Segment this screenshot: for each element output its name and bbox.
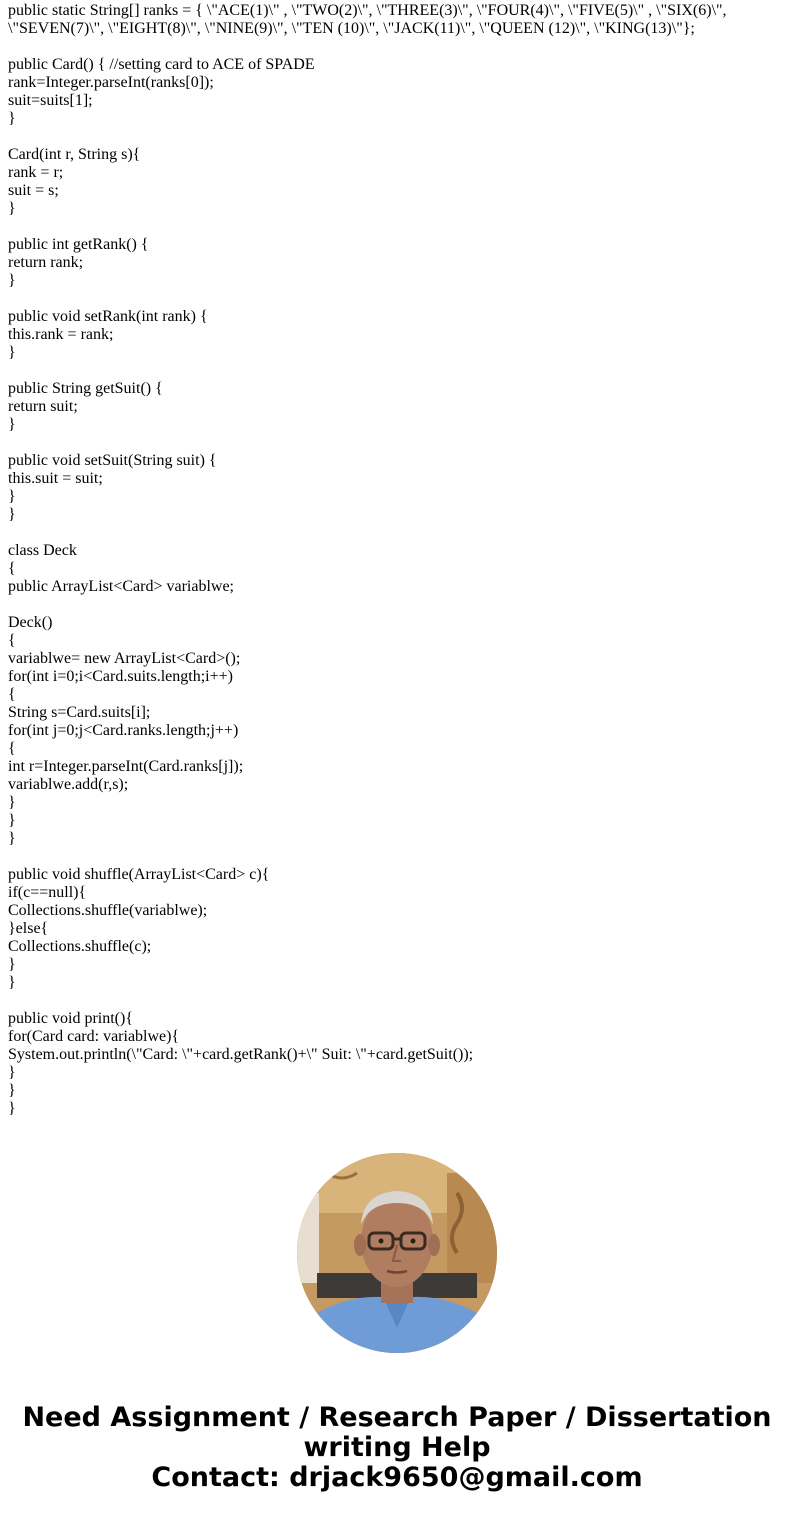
- code-line: }: [8, 272, 16, 289]
- code-line: }: [8, 1100, 16, 1117]
- code-line: String s=Card.suits[i];: [8, 704, 151, 721]
- code-line: suit=suits[1];: [8, 92, 93, 109]
- author-avatar: [297, 1153, 497, 1353]
- code-line: [8, 128, 788, 146]
- code-line: }: [8, 956, 16, 973]
- code-line: public static String[] ranks = { \"ACE(1)\" , \"TWO(2)\", \"THREE(3)\", \"FOUR(4)\", \"FIVE(5)\" , \"SIX(6)\",: [8, 2, 727, 19]
- banner-line-1: Need Assignment / Research Paper / Dissertation: [22, 1402, 772, 1433]
- code-line: System.out.println(\"Card: \"+card.getRank()+\" Suit: \"+card.getSuit());: [8, 1046, 474, 1063]
- code-line: this.rank = rank;: [8, 326, 114, 343]
- code-line: class Deck: [8, 542, 77, 559]
- code-line: [8, 434, 788, 452]
- code-line: }: [8, 110, 16, 127]
- code-line: public void shuffle(ArrayList<Card> c){: [8, 866, 270, 883]
- code-line: suit = s;: [8, 182, 59, 199]
- code-line: }: [8, 488, 16, 505]
- code-line: public Card() { //setting card to ACE of SPADE: [8, 56, 315, 73]
- code-line: this.suit = suit;: [8, 470, 103, 487]
- code-line: {: [8, 632, 16, 649]
- code-line: }: [8, 794, 16, 811]
- code-line: Collections.shuffle(variablwe);: [8, 902, 208, 919]
- code-line: [8, 596, 788, 614]
- code-line: variablwe.add(r,s);: [8, 776, 129, 793]
- code-line: {: [8, 686, 16, 703]
- code-line: }: [8, 812, 16, 829]
- contact-banner: [0, 1403, 794, 1493]
- code-line: rank = r;: [8, 164, 64, 181]
- code-line: rank=Integer.parseInt(ranks[0]);: [8, 74, 214, 91]
- code-line: }: [8, 506, 16, 523]
- code-line: [8, 218, 788, 236]
- code-line: }: [8, 830, 16, 847]
- code-line: \"SEVEN(7)\", \"EIGHT(8)\", \"NINE(9)\", \"TEN (10)\", \"JACK(11)\", \"QUEEN (12)\", \"KING(13)\"};: [8, 20, 695, 37]
- code-line: public ArrayList<Card> variablwe;: [8, 578, 234, 595]
- code-line: int r=Integer.parseInt(Card.ranks[j]);: [8, 758, 244, 775]
- code-line: }: [8, 974, 16, 991]
- code-line: Collections.shuffle(c);: [8, 938, 152, 955]
- code-line: [8, 38, 788, 56]
- code-line: for(Card card: variablwe){: [8, 1028, 180, 1045]
- code-line: public void setSuit(String suit) {: [8, 452, 217, 469]
- code-line: return suit;: [8, 398, 78, 415]
- code-line: public void setRank(int rank) {: [8, 308, 208, 325]
- code-line: }: [8, 1082, 16, 1099]
- code-line: public void print(){: [8, 1010, 133, 1027]
- code-line: }: [8, 344, 16, 361]
- code-listing: [8, 2, 788, 1118]
- code-line: return rank;: [8, 254, 84, 271]
- code-line: [8, 290, 788, 308]
- code-line: for(int i=0;i<Card.suits.length;i++): [8, 668, 233, 685]
- banner-contact-email: Contact: drjack9650@gmail.com: [151, 1462, 643, 1493]
- code-line: public String getSuit() {: [8, 380, 163, 397]
- code-line: Card(int r, String s){: [8, 146, 141, 163]
- code-line: for(int j=0;j<Card.ranks.length;j++): [8, 722, 239, 739]
- author-photo: [297, 1153, 497, 1353]
- banner-line-2: writing Help: [303, 1432, 491, 1463]
- code-line: {: [8, 740, 16, 757]
- code-line: public int getRank() {: [8, 236, 149, 253]
- code-line: [8, 524, 788, 542]
- code-line: }: [8, 1064, 16, 1081]
- code-line: [8, 362, 788, 380]
- code-line: if(c==null){: [8, 884, 87, 901]
- code-line: [8, 848, 788, 866]
- code-line: }else{: [8, 920, 49, 937]
- code-line: {: [8, 560, 16, 577]
- code-line: }: [8, 416, 16, 433]
- code-line: [8, 992, 788, 1010]
- code-line: Deck(): [8, 614, 53, 631]
- code-line: }: [8, 200, 16, 217]
- code-line: variablwe= new ArrayList<Card>();: [8, 650, 241, 667]
